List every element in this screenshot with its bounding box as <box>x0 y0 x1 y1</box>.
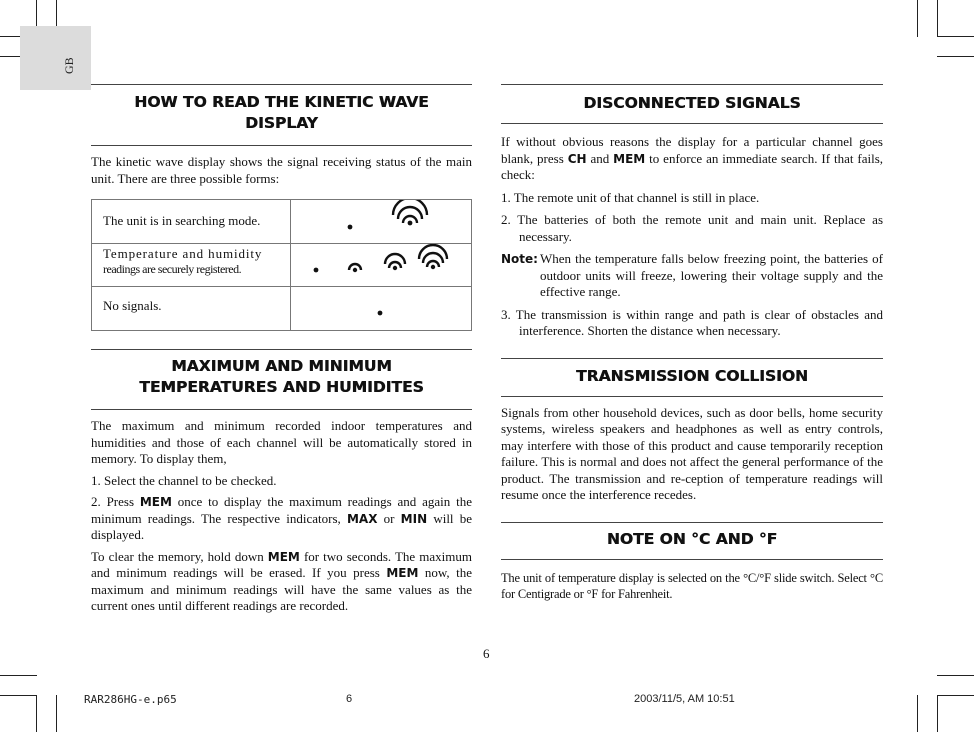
collision-text: Signals from other household devices, such as door bells, home security systems, wireless speakers and headphones as well as entry controls, may interfere with those of this product and cause temporarily reception failure. This is normal and does not affect the general performance of the product. The transmission and re-ception of temperature readings will resume once the interference recedes. <box>501 404 883 502</box>
note-cf-text: The unit of temperature display is selected on the °C/°F slide switch. Select °C for Centigrade or °F for Fahrenheit. <box>501 570 883 601</box>
check-item-3: 3. The transmission is within range and path is clear of obstacles and interference. Shorten the distance when necessary. <box>501 306 883 338</box>
language-tab-label: GB <box>62 57 76 74</box>
section-rule <box>91 349 472 350</box>
table-cell: Temperature and humidity readings are securely registered. <box>92 244 291 287</box>
signal-registered-icon <box>290 244 471 287</box>
disconnected-intro: If without obvious reasons the display for a particular channel goes blank, press CH and MEM to enforce an immediate search. If that fails, check: <box>501 134 884 182</box>
section-rule <box>501 559 883 560</box>
section-rule <box>91 84 472 85</box>
note-cf-heading: NOTE ON °C AND °F <box>606 529 778 548</box>
section-rule <box>501 522 883 523</box>
section-rule <box>91 409 472 410</box>
maxmin-clear: To clear the memory, hold down MEM for two seconds. The maximum and minimum readings will be erased. If you press MEM now, the maximum and minimum readings will have the same values as the current ones until different readings are recorded. <box>91 548 472 613</box>
footer-filename: RAR286HG-e.p65 <box>84 693 177 706</box>
maxmin-heading: MAXIMUM AND MINIMUM TEMPERATURES AND HUMIDITES <box>139 357 424 396</box>
section-rule <box>91 145 472 146</box>
table-row <box>92 287 472 331</box>
table-cell: The unit is in searching mode. <box>92 200 291 244</box>
maxmin-intro: The maximum and minimum recorded indoor temperatures and humidities and those of each channel will be automatically stored in memory. To display them, <box>91 418 472 466</box>
section-rule <box>501 358 883 359</box>
section-rule <box>501 123 883 124</box>
section-rule <box>501 84 883 85</box>
mem-key: MEM <box>267 549 300 564</box>
signal-searching-icon <box>290 200 471 244</box>
ch-key: CH <box>567 151 587 166</box>
freezing-note: Note: When the temperature falls below freezing point, the batteries of outdoor units will freeze, lowering their voltage supply and the effective range. <box>501 251 883 299</box>
mem-key: MEM <box>139 495 172 509</box>
left-column <box>91 84 472 615</box>
maxmin-step-2: 2. Press MEM once to display the maximum readings and again the minimum readings. The respective indicators, MAX or MIN will be displayed. <box>91 494 472 542</box>
table-row <box>92 244 472 287</box>
mem-key: MEM <box>386 566 419 580</box>
check-item-1: 1. The remote unit of that channel is still in place. <box>501 189 760 205</box>
disconnected-heading: DISCONNECTED SIGNALS <box>583 94 801 112</box>
mem-key: MEM <box>613 151 646 166</box>
footer-page: 6 <box>346 693 353 705</box>
right-column <box>501 84 883 603</box>
kinetic-intro: The kinetic wave display shows the signal receiving status of the main unit. There are three possible forms: <box>91 154 472 186</box>
check-item-2: 2. The batteries of both the remote unit and main unit. Replace as necessary. <box>501 212 883 244</box>
signal-none-icon <box>290 287 471 331</box>
section-rule <box>501 396 883 397</box>
table-row <box>92 200 472 244</box>
maxmin-step-1: 1. Select the channel to be checked. <box>91 472 277 488</box>
kinetic-heading: HOW TO READ THE KINETIC WAVE DISPLAY <box>134 93 429 132</box>
footer-timestamp: 2003/11/5, AM 10:51 <box>634 693 735 705</box>
min-indicator: MIN <box>400 511 428 526</box>
collision-heading: TRANSMISSION COLLISION <box>576 366 808 385</box>
max-indicator: MAX <box>346 511 378 526</box>
table-cell: No signals. <box>92 287 291 331</box>
page-number: 6 <box>483 646 490 661</box>
note-label: Note: <box>501 252 538 266</box>
language-tab <box>20 26 91 90</box>
signal-status-table <box>91 199 472 331</box>
